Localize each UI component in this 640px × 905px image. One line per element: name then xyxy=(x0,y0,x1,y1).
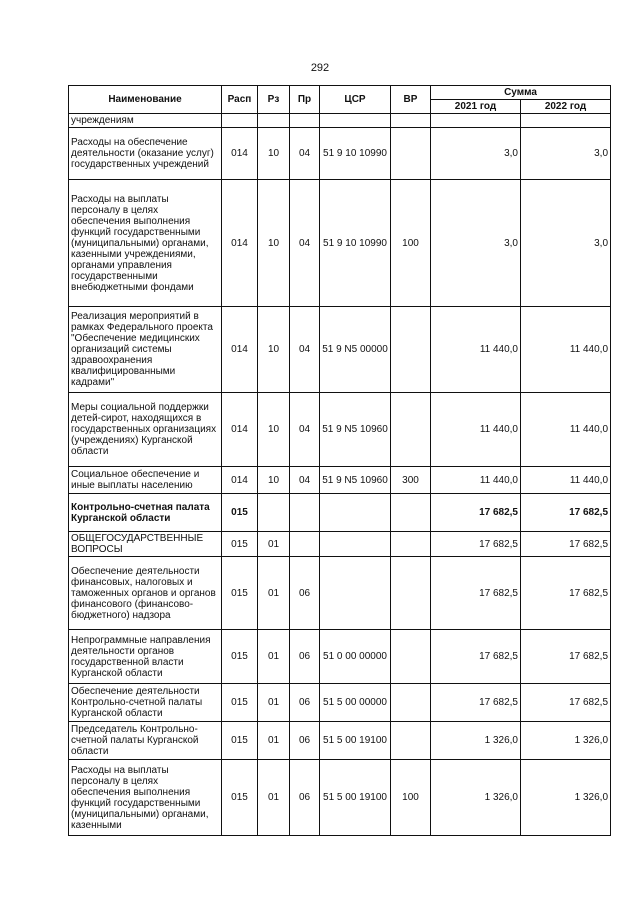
cell-rasp: 015 xyxy=(222,532,258,557)
cell-name: Меры социальной поддержки детей-сирот, находящихся в государственных организациях (учреждениях) Курганской области xyxy=(69,393,222,467)
cell-name: Обеспечение деятельности финансовых, налоговых и таможенных органов и органов финансового (финансово-бюджетного) надзора xyxy=(69,557,222,630)
cell-vr xyxy=(391,557,431,630)
cell-name: учреждениям xyxy=(69,114,222,128)
cell-sum-2021: 17 682,5 xyxy=(431,532,521,557)
cell-rz: 10 xyxy=(258,128,290,180)
cell-vr xyxy=(391,393,431,467)
table-row xyxy=(69,684,611,722)
cell-csr xyxy=(320,494,391,532)
cell-sum-2022: 3,0 xyxy=(521,128,611,180)
cell-rz: 01 xyxy=(258,557,290,630)
header-sum: Сумма xyxy=(431,86,611,100)
table-row xyxy=(69,557,611,630)
cell-pr: 06 xyxy=(290,684,320,722)
cell-sum-2021: 11 440,0 xyxy=(431,467,521,494)
cell-name: Расходы на выплаты персоналу в целях обеспечения выполнения функций государственными (муниципальными) органами, казенными учреждениями, органами управления государственными внебюджетными фондами xyxy=(69,180,222,307)
table-row xyxy=(69,532,611,557)
cell-sum-2022 xyxy=(521,114,611,128)
cell-rasp: 015 xyxy=(222,760,258,836)
cell-rz: 01 xyxy=(258,722,290,760)
table-row xyxy=(69,128,611,180)
cell-csr: 51 9 10 10990 xyxy=(320,128,391,180)
header-vr: ВР xyxy=(391,86,431,114)
table-row xyxy=(69,722,611,760)
cell-sum-2021: 17 682,5 xyxy=(431,630,521,684)
table-row xyxy=(69,180,611,307)
cell-pr xyxy=(290,494,320,532)
cell-sum-2022: 1 326,0 xyxy=(521,722,611,760)
cell-pr: 04 xyxy=(290,307,320,393)
cell-vr: 100 xyxy=(391,180,431,307)
table-row xyxy=(69,467,611,494)
cell-pr: 06 xyxy=(290,557,320,630)
cell-rz xyxy=(258,494,290,532)
header-year-2022: 2022 год xyxy=(521,100,611,114)
cell-pr: 04 xyxy=(290,393,320,467)
cell-name: Обеспечение деятельности Контрольно-счетной палаты Курганской области xyxy=(69,684,222,722)
cell-sum-2022: 11 440,0 xyxy=(521,307,611,393)
header-pr: Пр xyxy=(290,86,320,114)
cell-vr xyxy=(391,722,431,760)
cell-sum-2021: 11 440,0 xyxy=(431,393,521,467)
table-row xyxy=(69,307,611,393)
cell-sum-2022: 17 682,5 xyxy=(521,494,611,532)
cell-csr: 51 9 N5 00000 xyxy=(320,307,391,393)
table-body xyxy=(69,114,611,836)
cell-rasp: 015 xyxy=(222,494,258,532)
cell-pr: 06 xyxy=(290,722,320,760)
cell-csr: 51 5 00 19100 xyxy=(320,722,391,760)
cell-sum-2022: 1 326,0 xyxy=(521,760,611,836)
cell-csr: 51 9 N5 10960 xyxy=(320,467,391,494)
cell-vr xyxy=(391,630,431,684)
cell-pr: 06 xyxy=(290,630,320,684)
cell-vr: 300 xyxy=(391,467,431,494)
cell-vr xyxy=(391,684,431,722)
cell-sum-2021: 17 682,5 xyxy=(431,494,521,532)
cell-csr: 51 5 00 00000 xyxy=(320,684,391,722)
cell-rasp: 014 xyxy=(222,307,258,393)
cell-vr xyxy=(391,307,431,393)
cell-vr xyxy=(391,114,431,128)
cell-name: Реализация мероприятий в рамках Федерального проекта "Обеспечение медицинских организаций системы здравоохранения квалифицированными кадрами" xyxy=(69,307,222,393)
budget-table xyxy=(68,85,611,836)
cell-rasp: 015 xyxy=(222,630,258,684)
cell-sum-2022: 17 682,5 xyxy=(521,630,611,684)
cell-rz: 10 xyxy=(258,307,290,393)
header-csr: ЦСР xyxy=(320,86,391,114)
cell-name: Расходы на обеспечение деятельности (оказание услуг) государственных учреждений xyxy=(69,128,222,180)
page-number: 292 xyxy=(310,62,330,74)
cell-name: Социальное обеспечение и иные выплаты населению xyxy=(69,467,222,494)
cell-rasp: 014 xyxy=(222,180,258,307)
cell-rz: 01 xyxy=(258,532,290,557)
cell-sum-2021: 1 326,0 xyxy=(431,722,521,760)
cell-sum-2021: 17 682,5 xyxy=(431,684,521,722)
cell-csr xyxy=(320,532,391,557)
cell-sum-2022: 17 682,5 xyxy=(521,684,611,722)
cell-csr xyxy=(320,557,391,630)
cell-sum-2021: 1 326,0 xyxy=(431,760,521,836)
cell-sum-2021: 11 440,0 xyxy=(431,307,521,393)
cell-pr: 06 xyxy=(290,760,320,836)
cell-rz: 10 xyxy=(258,180,290,307)
cell-name: Контрольно-счетная палата Курганской области xyxy=(69,494,222,532)
cell-rz xyxy=(258,114,290,128)
cell-rz: 01 xyxy=(258,684,290,722)
cell-csr xyxy=(320,114,391,128)
cell-vr: 100 xyxy=(391,760,431,836)
cell-rz: 01 xyxy=(258,630,290,684)
cell-csr: 51 0 00 00000 xyxy=(320,630,391,684)
cell-vr xyxy=(391,494,431,532)
cell-sum-2022: 17 682,5 xyxy=(521,532,611,557)
cell-rasp: 015 xyxy=(222,722,258,760)
cell-sum-2021 xyxy=(431,114,521,128)
cell-vr xyxy=(391,128,431,180)
cell-name: Непрограммные направления деятельности органов государственной власти Курганской области xyxy=(69,630,222,684)
cell-csr: 51 9 N5 10960 xyxy=(320,393,391,467)
cell-rasp: 014 xyxy=(222,467,258,494)
cell-sum-2022: 11 440,0 xyxy=(521,467,611,494)
cell-sum-2022: 17 682,5 xyxy=(521,557,611,630)
cell-pr: 04 xyxy=(290,128,320,180)
cell-name: ОБЩЕГОСУДАРСТВЕННЫЕ ВОПРОСЫ xyxy=(69,532,222,557)
cell-csr: 51 9 10 10990 xyxy=(320,180,391,307)
cell-csr: 51 5 00 19100 xyxy=(320,760,391,836)
cell-name: Расходы на выплаты персоналу в целях обеспечения выполнения функций государственными (муниципальными) органами, казенными xyxy=(69,760,222,836)
header-rz: Рз xyxy=(258,86,290,114)
table-row xyxy=(69,114,611,128)
cell-sum-2022: 11 440,0 xyxy=(521,393,611,467)
table-row xyxy=(69,494,611,532)
cell-sum-2021: 3,0 xyxy=(431,180,521,307)
table-row xyxy=(69,393,611,467)
cell-name: Председатель Контрольно-счетной палаты Курганской области xyxy=(69,722,222,760)
cell-rasp xyxy=(222,114,258,128)
cell-rasp: 015 xyxy=(222,557,258,630)
table-row xyxy=(69,630,611,684)
header-rasp: Расп xyxy=(222,86,258,114)
cell-pr xyxy=(290,532,320,557)
cell-sum-2021: 3,0 xyxy=(431,128,521,180)
cell-pr: 04 xyxy=(290,467,320,494)
header-year-2021: 2021 год xyxy=(431,100,521,114)
cell-rz: 01 xyxy=(258,760,290,836)
cell-rasp: 014 xyxy=(222,393,258,467)
cell-pr: 04 xyxy=(290,180,320,307)
cell-pr xyxy=(290,114,320,128)
cell-rasp: 015 xyxy=(222,684,258,722)
cell-rasp: 014 xyxy=(222,128,258,180)
cell-vr xyxy=(391,532,431,557)
cell-rz: 10 xyxy=(258,467,290,494)
table-row xyxy=(69,760,611,836)
cell-sum-2021: 17 682,5 xyxy=(431,557,521,630)
cell-rz: 10 xyxy=(258,393,290,467)
header-name: Наименование xyxy=(69,86,222,114)
cell-sum-2022: 3,0 xyxy=(521,180,611,307)
